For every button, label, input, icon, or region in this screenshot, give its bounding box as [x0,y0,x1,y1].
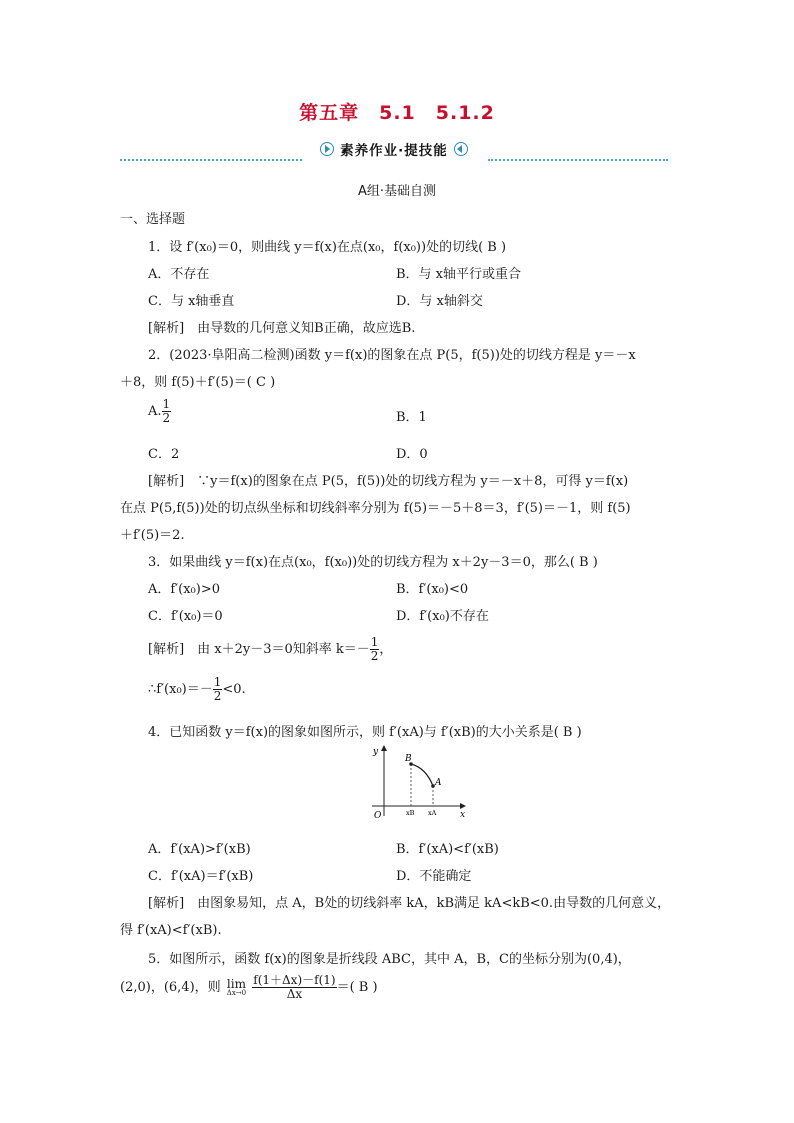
question-2-stem-line1: 2．(2023·阜阳高二检测)函数 y＝f(x)的图象在点 P(5，f(5))处的切线方程是 y＝－x [148,348,636,363]
banner-dotted-rule-right [488,159,668,161]
q1-analysis: [解析] 由导数的几何意义知B正确，故应选B. [148,321,416,336]
x-label: x [460,810,466,820]
fraction-denominator: 2 [162,411,171,426]
q1-option-d: D．与 x轴斜交 [396,294,483,309]
play-left-icon [454,142,468,156]
q3-therefore-text: ∴f′(x₀)＝－ [148,682,213,698]
fraction-numerator: 1 [162,397,171,411]
banner-label: 素养作业·提技能 [340,143,448,159]
banner-label-wrap [120,139,668,159]
q1-option-b: B．与 x轴平行或重合 [396,267,522,282]
fraction-numerator: 1 [370,635,379,649]
curve [411,764,433,786]
q2-analysis-line2: 在点 P(5,f(5))处的切点纵坐标和切线斜率分别为 f(5)＝－5＋8＝3，f′(5)＝－1，则 f(5) [120,501,631,516]
q2-option-b: B．1 [396,410,427,425]
y-label: y [373,747,379,757]
q5-answer: ＝( B ) [336,980,378,996]
question-1-stem: 1．设 f′(x₀)＝0，则曲线 y＝f(x)在点(x₀，f(x₀))处的切线( B ) [148,240,507,255]
question-5-stem-line2 [120,974,378,1001]
q4-option-c: C．f′(xA)＝f′(xB) [148,869,254,884]
xa-label: xA [428,809,437,817]
y-axis-arrow-icon [381,745,387,751]
fraction-numerator: 1 [213,675,222,689]
b-label: B [405,754,412,764]
q3-option-b: B．f′(x₀)<0 [396,582,469,597]
quotient-denominator: Δx [286,987,303,1002]
q4-analysis-line1: [解析] 由图象易知，点 A，B处的切线斜率 kA，kB满足 kA<kB<0.由导数的几何意义， [148,896,671,911]
q3-option-d: D．f′(x₀)不存在 [396,609,489,624]
q3-analysis-line1 [148,636,392,663]
lim-text: lim [226,977,246,992]
origin-label: O [374,811,382,821]
q2-option-d: D．0 [396,447,428,462]
q2-analysis-line1: [解析] ∵y＝f(x)的图象在点 P(5，f(5))处的切线方程为 y＝－x＋8，可得 y＝f(x) [148,474,629,489]
question-4-stem: 4．已知函数 y＝f(x)的图象如图所示，则 f′(xA)与 f′(xB)的大小关系是( B ) [148,725,582,740]
question-2-stem-line2: ＋8，则 f(5)＋f′(5)＝( C ) [120,375,276,390]
section-banner [120,139,668,161]
group-title: A组·基础自测 [357,184,437,199]
q4-option-d: D．不能确定 [396,869,472,884]
function-graph [360,742,470,822]
q4-analysis-line2: 得 f′(xA)<f′(xB). [120,923,222,938]
banner-dotted-rule-left [120,159,302,161]
section-heading: 一、选择题 [120,212,186,227]
fraction-denominator: 2 [370,649,379,664]
play-right-icon [320,142,334,156]
q3-therefore-end: <0. [222,682,246,698]
q4-option-b: B．f′(xA)<f′(xB) [396,842,499,857]
fraction [162,398,172,425]
limit-operator [227,978,246,997]
q3-analysis-text: [解析] 由 x＋2y－3＝0知斜率 k＝－ [148,642,370,658]
q2-option-a-prefix: A. [148,404,162,420]
fraction-denominator: 2 [213,689,222,704]
q5-points-text: (2,0)，(6,4)，则 [120,980,221,996]
q1-option-a: A．不存在 [148,267,210,282]
q3-option-c: C．f′(x₀)＝0 [148,609,223,624]
q3-option-a: A．f′(x₀)>0 [148,582,221,597]
q3-analysis-end: ， [379,642,393,658]
q3-analysis-line2 [148,676,246,703]
fraction [370,636,380,663]
question-5-stem-line1: 5．如图所示，函数 f(x)的图象是折线段 ABC，其中 A，B，C的坐标分别为(0,4)， [148,952,631,967]
a-label: A [435,778,442,788]
q2-option-c: C．2 [148,447,180,462]
fraction [213,676,223,703]
x-axis-arrow-icon [460,803,466,809]
q1-option-c: C．与 x轴垂直 [148,294,235,309]
difference-quotient [252,974,336,1001]
lim-subscript: Δx→0 [226,989,247,998]
q4-option-a: A．f′(xA)>f′(xB) [148,842,251,857]
question-3-stem: 3．如果曲线 y＝f(x)在点(x₀，f(x₀))处的切线方程为 x＋2y－3＝0，那么( B ) [148,555,598,570]
chapter-title: 第五章 5.1 5.1.2 [299,102,495,124]
quotient-numerator: f(1＋Δx)－f(1) [253,973,336,987]
xb-label: xB [406,809,415,817]
q2-option-a [148,398,171,425]
q2-analysis-line3: ＋f′(5)＝2. [120,528,185,543]
